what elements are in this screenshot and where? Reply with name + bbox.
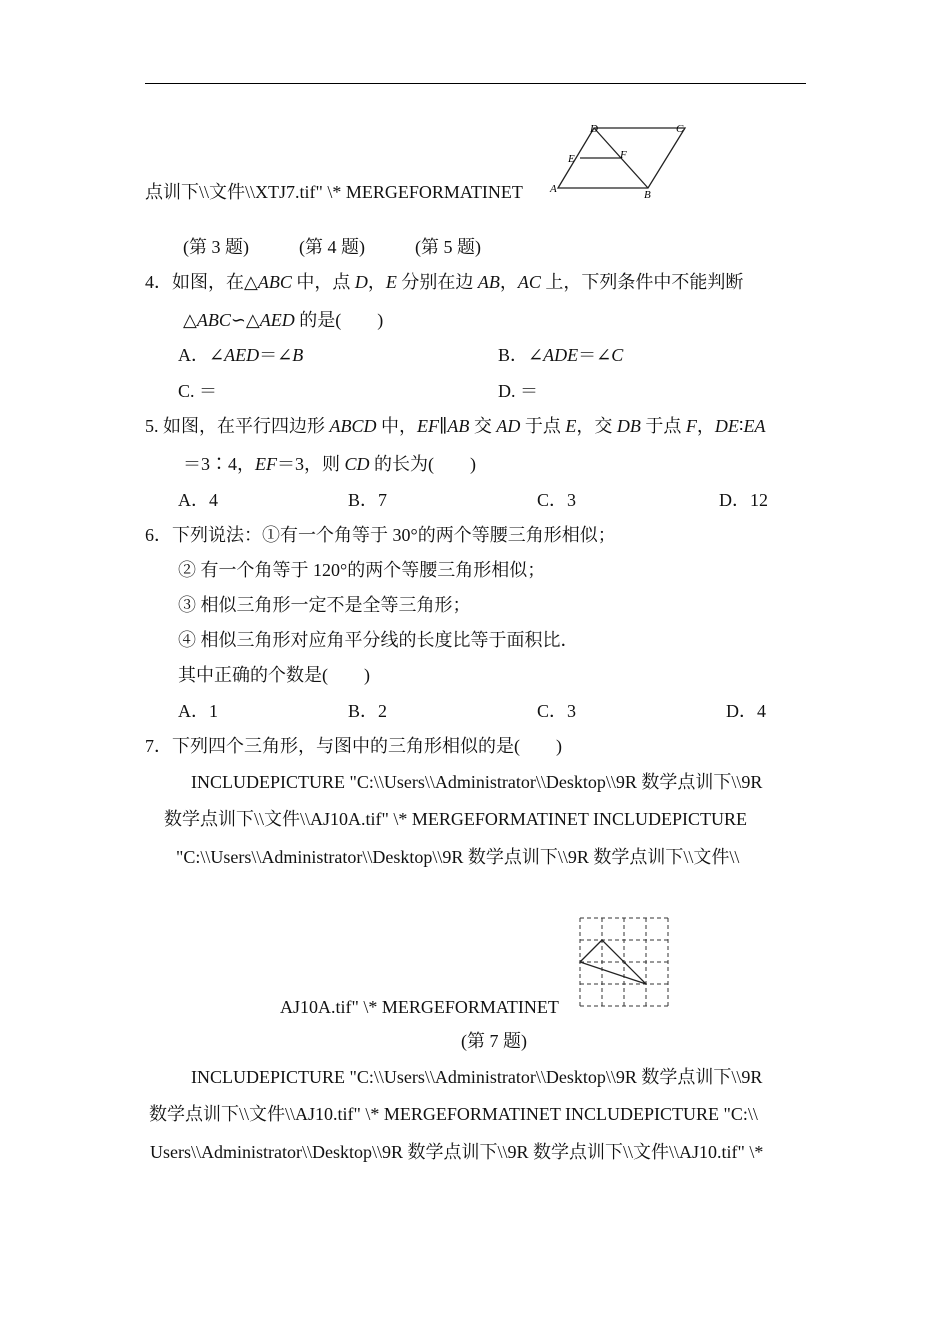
q4-stem-line2: △ABC∽△AED 的是( ) (183, 310, 384, 330)
q7-field-code-3: "C:\\Users\\Administrator\\Desktop\\9R 数学点训下\\9R 数学点训下\\文件\\ (176, 847, 740, 867)
label-a: A (550, 183, 557, 195)
figure-field-code: 点训下\\文件\\XTJ7.tif" \* MERGEFORMATINET (145, 182, 523, 202)
q7-field-code-1: INCLUDEPICTURE "C:\\Users\\Administrator\\Desktop\\9R 数学点训下\\9R (191, 772, 763, 792)
parallelogram-figure (548, 120, 693, 202)
q4-option-d: D. ＝ (498, 381, 538, 401)
q6-statement-2: ② 有一个角等于 120°的两个等腰三角形相似； (178, 560, 546, 580)
q5-option-b: B．7 (348, 490, 388, 510)
q6-option-a: A．1 (178, 701, 218, 721)
caption-q3: (第 3 题) (183, 237, 249, 257)
q6-option-d: D．4 (726, 701, 766, 721)
label-c: C (676, 123, 684, 135)
q5-stem-line2: ＝3∶4，EF＝3，则 CD 的长为( ) (183, 454, 477, 474)
q6-stem-line1: 6．下列说法：①有一个角等于 30°的两个等腰三角形相似； (145, 525, 616, 545)
q6-statement-4: ④ 相似三角形对应角平分线的长度比等于面积比． (178, 630, 579, 650)
label-d: D (590, 123, 598, 135)
q6-statement-3: ③ 相似三角形一定不是全等三角形； (178, 595, 471, 615)
q5-stem-line1: 5. 如图，在平行四边形 ABCD 中，EF∥AB 交 AD 于点 E，交 DB 于点 F，DE∶EA (145, 416, 766, 436)
grid-triangle-figure (578, 916, 672, 1010)
q5-option-a: A．4 (178, 490, 218, 510)
caption-q4: (第 4 题) (299, 237, 365, 257)
q4-option-b: B．∠ADE＝∠C (498, 345, 624, 365)
q5-option-d: D．12 (719, 490, 768, 510)
q6-option-b: B．2 (348, 701, 388, 721)
q6-option-c: C．3 (537, 701, 577, 721)
header-rule (145, 83, 806, 84)
q7-field-code-2: 数学点训下\\文件\\AJ10A.tif" \* MERGEFORMATINET INCLUDEPICTURE (164, 809, 748, 829)
q7-field-code-4: AJ10A.tif" \* MERGEFORMATINET (280, 997, 559, 1017)
caption-q7: (第 7 题) (461, 1031, 527, 1051)
q7-field-code-7: Users\\Administrator\\Desktop\\9R 数学点训下\\9R 数学点训下\\文件\\AJ10.tif" \* (150, 1142, 764, 1162)
q4-option-c: C. ＝ (178, 381, 218, 401)
q4-stem-line1: 4．如图，在△ABC 中，点 D，E 分别在边 AB，AC 上，下列条件中不能判断 (145, 272, 744, 292)
caption-q5: (第 5 题) (415, 237, 481, 257)
q7-field-code-5: INCLUDEPICTURE "C:\\Users\\Administrator\\Desktop\\9R 数学点训下\\9R (191, 1067, 763, 1087)
label-e: E (568, 153, 575, 165)
q7-field-code-6: 数学点训下\\文件\\AJ10.tif" \* MERGEFORMATINET INCLUDEPICTURE "C:\\ (149, 1104, 758, 1124)
q7-stem: 7．下列四个三角形，与图中的三角形相似的是( ) (145, 736, 562, 756)
q6-prompt: 其中正确的个数是( ) (178, 665, 370, 685)
label-b: B (644, 189, 651, 201)
q4-option-a: A．∠AED＝∠B (178, 345, 304, 365)
label-f: F (620, 149, 627, 161)
q5-option-c: C．3 (537, 490, 577, 510)
